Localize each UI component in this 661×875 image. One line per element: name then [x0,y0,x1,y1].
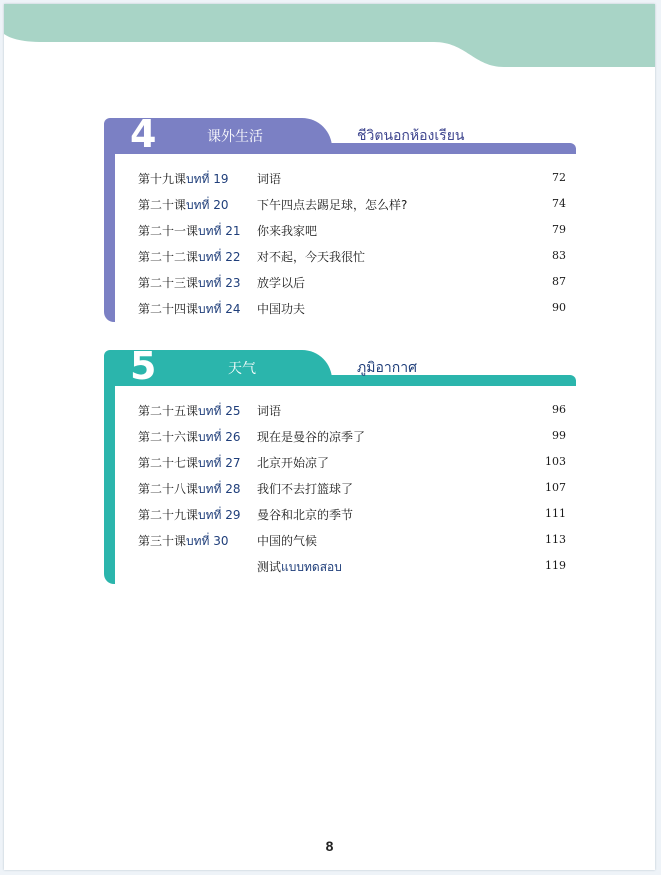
lesson-topic: 放学以后 [257,276,306,290]
unit-5-title-thai: ภูมิอากาศ [357,360,417,376]
lesson-label: 第二十二课บทที่ 22 [138,250,241,264]
lesson-topic: 词语 [257,404,282,418]
toc-row[interactable] [138,425,576,447]
toc-row-test[interactable] [138,555,576,577]
unit-5-header [104,344,576,388]
page-ref: 107 [545,481,566,494]
unit-4-section [104,112,576,322]
toc-row[interactable] [138,503,576,525]
unit-5-number: 5 [130,344,157,388]
lesson-topic: 北京开始凉了 [257,456,330,470]
lesson-label: 第二十五课บทที่ 25 [138,404,241,418]
toc-row[interactable] [138,529,576,551]
toc-row[interactable] [138,477,576,499]
lesson-label: 第十九课บทที่ 19 [138,172,229,186]
lesson-topic: 曼谷和北京的季节 [257,508,354,522]
lesson-label: 第二十六课บทที่ 26 [138,430,241,444]
top-wave-decoration [4,4,655,79]
toc-row[interactable] [138,451,576,473]
lesson-topic: 下午四点去踢足球，怎么样? [257,198,408,212]
page-ref: 74 [552,197,566,210]
unit-4-title-thai: ชีวิตนอกห้องเรียน [357,128,465,144]
lesson-topic: 你来我家吧 [257,224,318,238]
lesson-topic: 词语 [257,172,282,186]
lesson-topic: 现在是曼谷的凉季了 [257,430,366,444]
toc-row[interactable] [138,245,576,267]
unit-5-bar [104,375,576,386]
unit-4-bar [104,143,576,154]
lesson-topic: 我们不去打篮球了 [257,482,354,496]
toc-row[interactable] [138,219,576,241]
lesson-label: 第二十四课บทที่ 24 [138,302,241,316]
lesson-topic: 对不起，今天我很忙 [257,250,366,264]
page-ref: 83 [552,249,566,262]
lesson-label: 第二十八课บทที่ 28 [138,482,241,496]
lesson-label: 第二十一课บทที่ 21 [138,224,241,238]
lesson-label: 第二十课บทที่ 20 [138,198,229,212]
unit-4-number: 4 [130,112,157,156]
page-ref: 119 [545,559,566,572]
lesson-label: 第二十九课บทที่ 29 [138,508,241,522]
lesson-topic: 中国的气候 [257,534,318,548]
unit-5-section [104,344,576,584]
unit-4-title-chinese: 课外生活 [207,129,263,145]
toc-row[interactable] [138,167,576,189]
unit-5-lesson-list [104,386,576,584]
lesson-topic: 中国功夫 [257,302,306,316]
test-topic: 测试แบบทดสอบ [257,560,342,574]
lesson-label: 第三十课บทที่ 30 [138,534,229,548]
page-ref: 87 [552,275,566,288]
page-ref: 99 [552,429,566,442]
page-ref: 90 [552,301,566,314]
lesson-label: 第二十七课บทที่ 27 [138,456,241,470]
toc-row[interactable] [138,193,576,215]
unit-4-header [104,112,576,156]
page-ref: 113 [545,533,566,546]
page-number: 8 [325,838,334,854]
unit-4-lesson-list [104,154,576,322]
lesson-label: 第二十三课บทที่ 23 [138,276,241,290]
page-ref: 79 [552,223,566,236]
page-ref: 111 [545,507,566,520]
toc-row[interactable] [138,271,576,293]
page-ref: 72 [552,171,566,184]
page-ref: 103 [545,455,566,468]
document-page [4,4,655,870]
page-ref: 96 [552,403,566,416]
unit-5-title-chinese: 天气 [228,361,256,377]
toc-row[interactable] [138,297,576,319]
toc-row[interactable] [138,399,576,421]
